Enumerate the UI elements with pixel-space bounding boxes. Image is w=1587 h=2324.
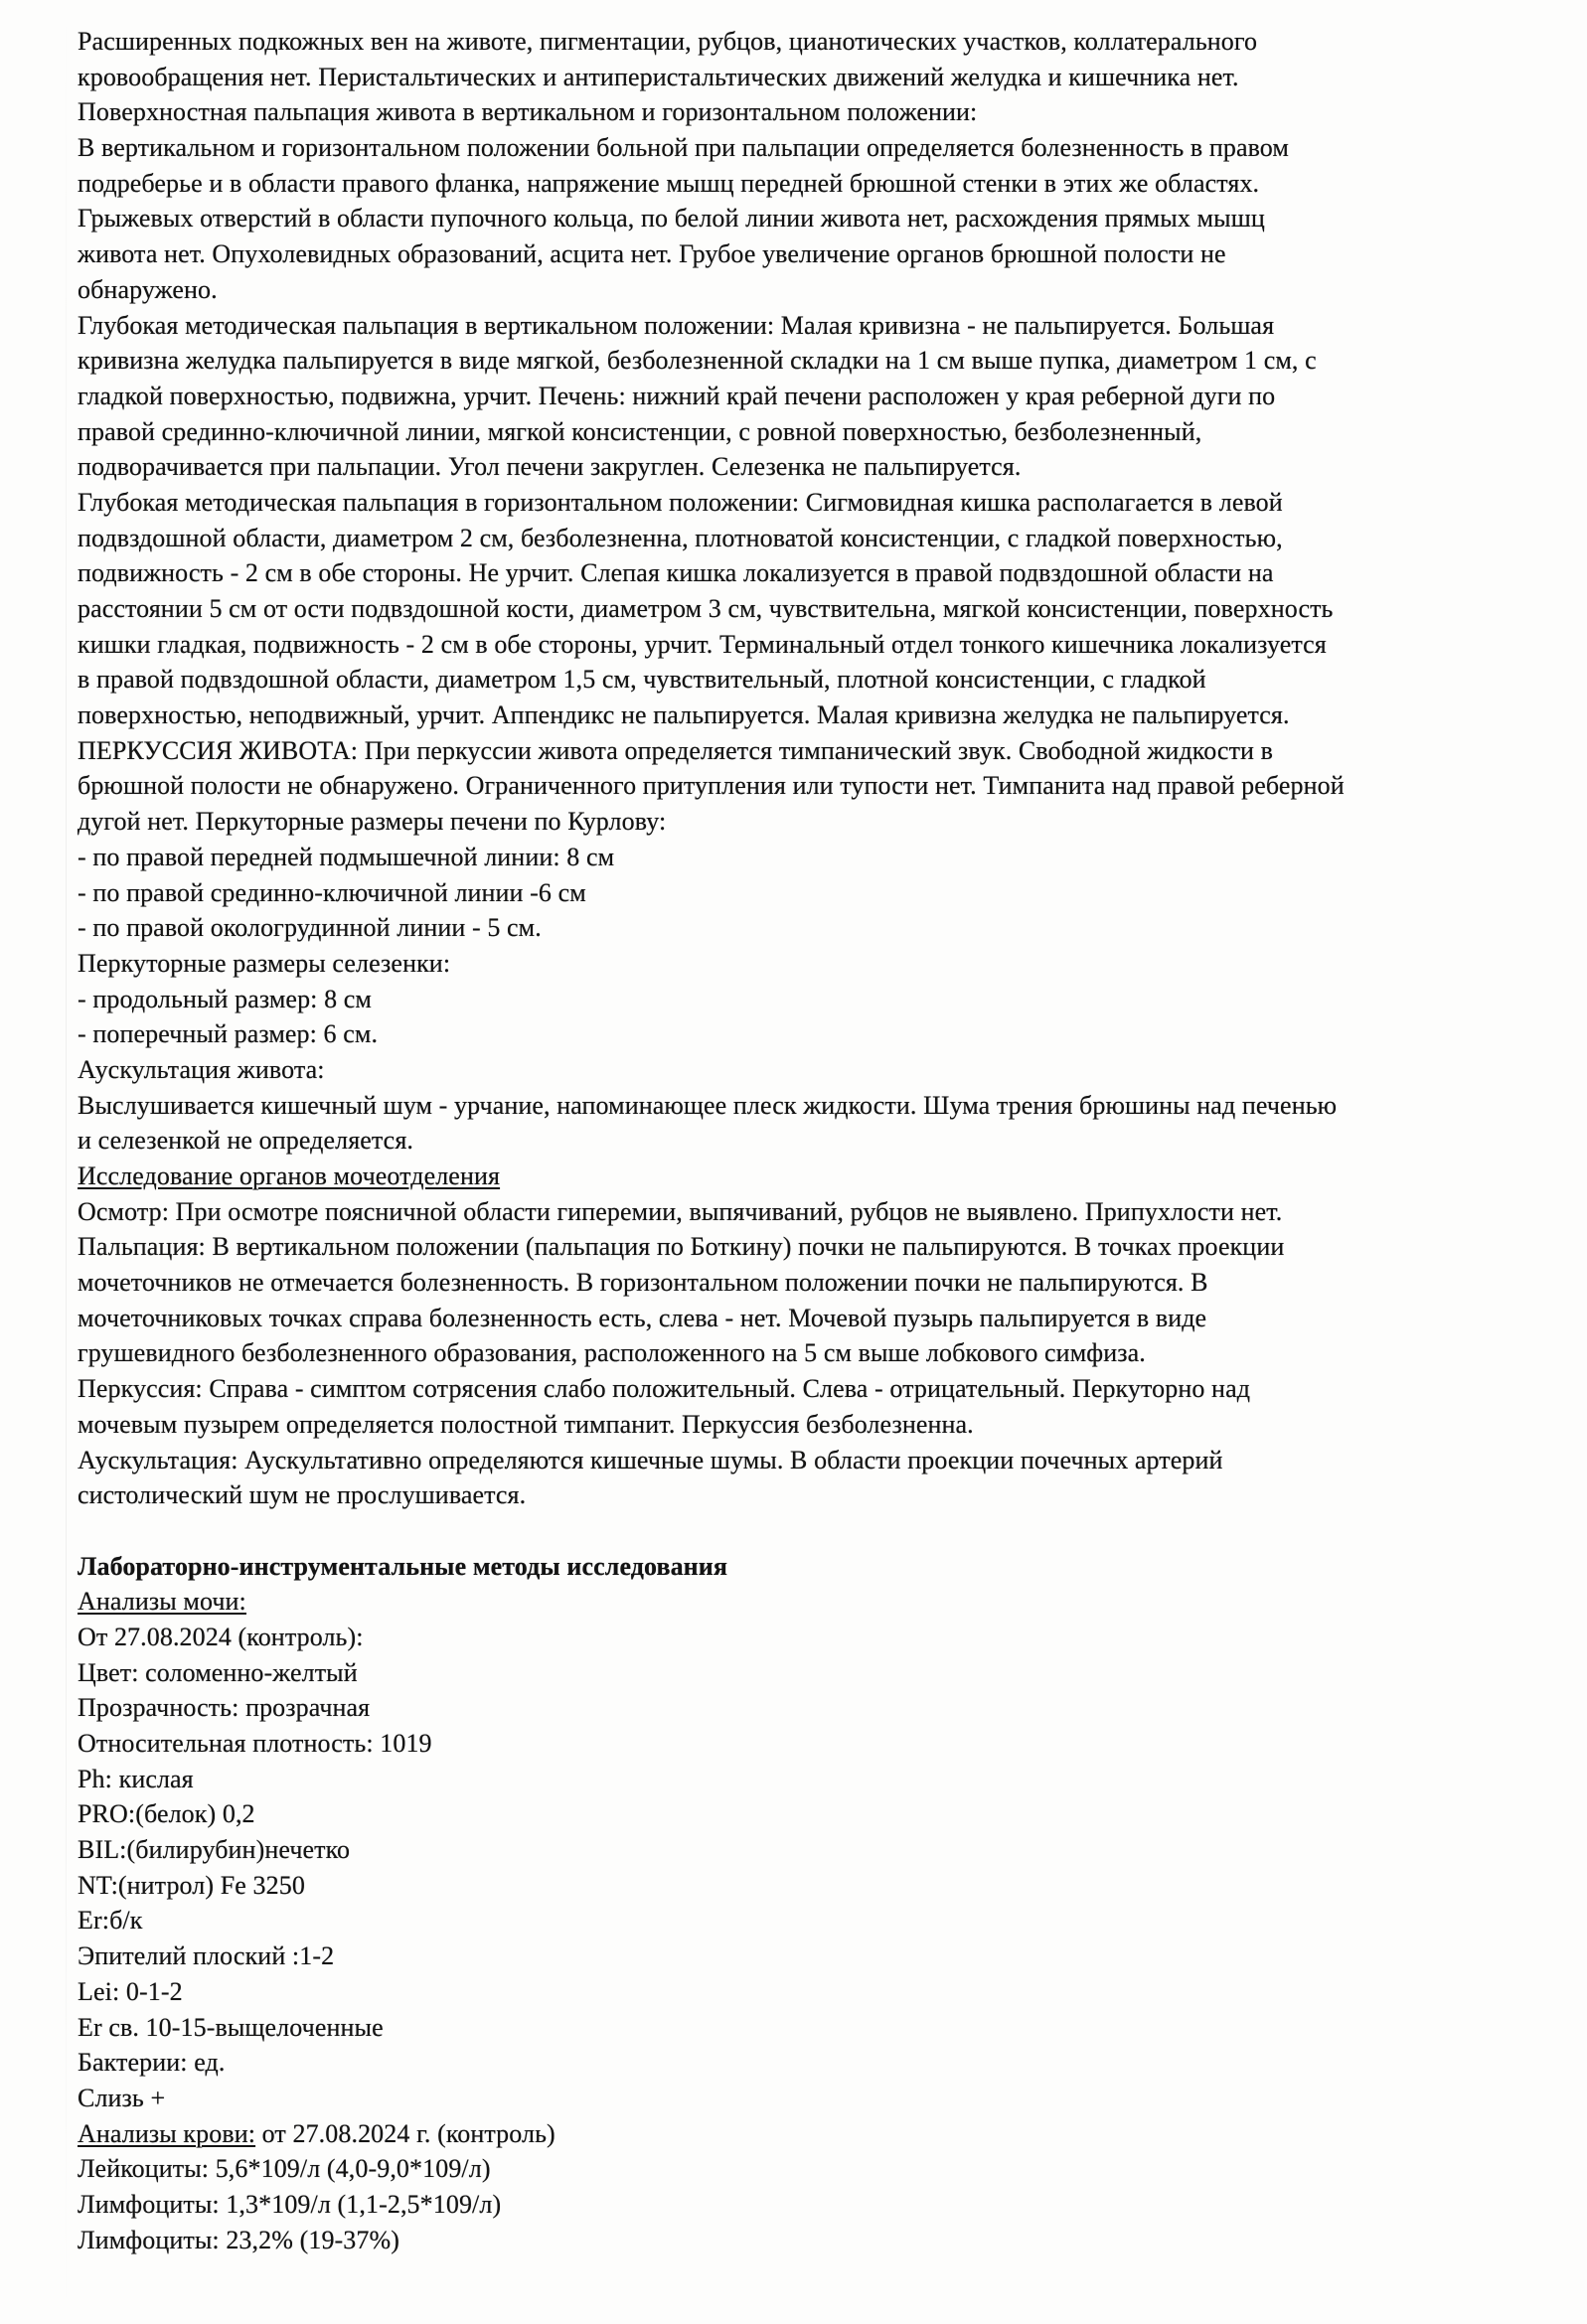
text-line — [78, 1301, 1538, 1336]
text-line — [78, 521, 1538, 556]
text-line — [78, 1690, 1538, 1726]
urinary-organs-section-heading — [78, 1159, 1538, 1194]
text-line — [78, 2045, 1538, 2081]
text-segment: Лейкоциты: 5,6*109/л (4,0-9,0*109/л) — [78, 2154, 491, 2184]
text-segment: NT:(нитрол) Fe 3250 — [78, 1870, 305, 1900]
text-segment: гладкой поверхностью, подвижна, урчит. Печень: нижний край печени расположен у края реберной дуги по — [78, 381, 1276, 410]
text-segment: систолический шум не прослушивается. — [78, 1480, 527, 1510]
text-line — [78, 1371, 1538, 1407]
text-segment: поверхностью, неподвижный, урчит. Аппендикс не пальпируется. Малая кривизна желудка не пальпируется. — [78, 700, 1290, 730]
text-segment: Глубокая методическая пальпация в вертикальном положении: Малая кривизна - не пальпируется. Большая — [78, 310, 1275, 340]
text-segment: обнаружено. — [78, 274, 218, 304]
document-content — [78, 24, 1538, 2257]
text-line — [78, 24, 1538, 60]
text-line — [78, 94, 1538, 130]
text-line — [78, 2223, 1538, 2258]
text-line — [78, 804, 1538, 840]
text-line — [78, 1229, 1538, 1265]
text-line — [78, 555, 1538, 591]
text-line — [78, 1443, 1538, 1478]
text-segment: мочеточниковых точках справа болезненность есть, слева - нет. Мочевой пузырь пальпируется в виде — [78, 1303, 1207, 1332]
text-segment: Лимфоциты: 23,2% (19-37%) — [78, 2225, 400, 2254]
physical-examination-section — [78, 24, 1538, 1513]
text-segment: Аускультация: Аускультативно определяются кишечные шумы. В области проекции почечных артерий — [78, 1445, 1223, 1474]
text-segment: Поверхностная пальпация живота в вертикальном и горизонтальном положении: — [78, 97, 978, 127]
text-line — [78, 1903, 1538, 1938]
text-line — [78, 697, 1538, 733]
text-line — [78, 1655, 1538, 1691]
text-segment: Цвет: соломенно-желтый — [78, 1657, 358, 1687]
text-line — [78, 1762, 1538, 1797]
text-segment: кишки гладкая, подвижность - 2 см в обе стороны, урчит. Терминальный отдел тонкого кишечника локализуется — [78, 629, 1327, 659]
text-segment: Er св. 10-15-выщелоченные — [78, 2012, 384, 2042]
text-segment: Исследование органов мочеотделения — [78, 1162, 501, 1190]
text-line — [78, 910, 1538, 946]
scan-edge-artifact — [66, 0, 67, 2324]
text-segment: Слизь + — [78, 2083, 166, 2112]
text-segment: - продольный размер: 8 см — [78, 984, 372, 1013]
text-line — [78, 1832, 1538, 1868]
text-line — [78, 308, 1538, 344]
text-line — [78, 201, 1538, 236]
text-segment: Эпителий плоский :1-2 — [78, 1941, 335, 1971]
text-segment: подреберье и в области правого фланка, напряжение мышц передней брюшной стенки в этих же областях. — [78, 168, 1260, 198]
text-line — [78, 1477, 1538, 1513]
text-segment: Анализы крови: — [78, 2118, 256, 2148]
text-segment: брюшной полости не обнаружено. Ограниченного притупления или тупости нет. Тимпанита над правой реберной — [78, 771, 1345, 801]
text-segment: и селезенкой не определяется. — [78, 1126, 413, 1156]
text-segment: грушевидного безболезненного образования, расположенного на 5 см выше лобкового симфиза. — [78, 1338, 1146, 1368]
text-segment: Прозрачность: прозрачная — [78, 1693, 371, 1723]
text-segment: Осмотр: При осмотре поясничной области гиперемии, выпячиваний, рубцов не выявлено. Припухлости нет. — [78, 1196, 1283, 1226]
lab-instrumental-section — [78, 1549, 1538, 2258]
text-segment: Расширенных подкожных вен на животе, пигментации, рубцов, цианотических участков, коллатерального — [78, 27, 1258, 56]
text-segment: - по правой передней подмышечной линии: 8 см — [78, 842, 615, 871]
text-line — [78, 1194, 1538, 1230]
text-segment: Глубокая методическая пальпация в горизонтальном положении: Сигмовидная кишка располагается в левой — [78, 487, 1283, 517]
text-line — [78, 1088, 1538, 1124]
text-line — [78, 2081, 1538, 2116]
text-segment: Пальпация: В вертикальном положении (пальпация по Боткину) почки не пальпируются. В точках проекции — [78, 1232, 1285, 1262]
text-line — [78, 627, 1538, 663]
text-line — [78, 1052, 1538, 1088]
text-line — [78, 840, 1538, 875]
text-line — [78, 60, 1538, 95]
text-segment: - по правой срединно-ключичной линии -6 см — [78, 877, 586, 907]
text-segment: подвздошной области, диаметром 2 см, безболезненна, плотноватой консистенции, с гладкой поверхностью, — [78, 523, 1283, 552]
text-line — [78, 236, 1538, 272]
text-line — [78, 591, 1538, 627]
text-line — [78, 414, 1538, 450]
text-line — [78, 1016, 1538, 1052]
text-line — [78, 662, 1538, 697]
text-segment: правой срединно-ключичной линии, мягкой консистенции, с ровной поверхностью, безболезненный, — [78, 416, 1202, 446]
text-segment: живота нет. Опухолевидных образований, асцита нет. Грубое увеличение органов брюшной полости не — [78, 239, 1226, 269]
text-segment: Перкуторные размеры селезенки: — [78, 948, 451, 978]
text-segment: Лабораторно-инструментальные методы исследования — [78, 1551, 728, 1581]
text-line — [78, 1335, 1538, 1371]
text-line — [78, 982, 1538, 1017]
text-line — [78, 379, 1538, 414]
text-segment: подвижность - 2 см в обе стороны. Не урчит. Слепая кишка локализуется в правой подвздошной области на — [78, 558, 1274, 588]
text-segment: дугой нет. Перкуторные размеры печени по Курлову: — [78, 807, 667, 837]
urine-tests-heading — [78, 1584, 1538, 1620]
text-segment: Относительная плотность: 1019 — [78, 1729, 432, 1758]
text-segment: ПЕРКУССИЯ ЖИВОТА: При перкуссии живота определяется тимпанический звук. Свободной жидкости в — [78, 735, 1274, 765]
text-line — [78, 2151, 1538, 2187]
text-line — [78, 875, 1538, 911]
lab-methods-section-heading — [78, 1549, 1538, 1585]
text-segment: Анализы мочи: — [78, 1587, 246, 1617]
abdominal-percussion-line — [78, 733, 1538, 769]
text-line — [78, 1265, 1538, 1301]
text-line — [78, 1726, 1538, 1762]
text-line — [78, 343, 1538, 379]
text-line — [78, 2187, 1538, 2223]
text-line — [78, 1974, 1538, 2010]
text-segment: в правой подвздошной области, диаметром 1,5 см, чувствительный, плотной консистенции, с гладкой — [78, 665, 1206, 695]
text-segment: Выслушивается кишечный шум - урчание, напоминающее плеск жидкости. Шума трения брюшины над печенью — [78, 1090, 1338, 1120]
text-line — [78, 1407, 1538, 1443]
text-line — [78, 2010, 1538, 2046]
text-segment: кривизна желудка пальпируется в виде мягкой, безболезненной складки на 1 см выше пупка, диаметром 1 см, с — [78, 346, 1317, 376]
text-segment: Er:б/к — [78, 1906, 143, 1936]
urine-test-date-line — [78, 1620, 1538, 1655]
blood-tests-heading-line — [78, 2116, 1538, 2152]
text-segment: Lei: 0-1-2 — [78, 1976, 183, 2006]
text-segment: кровообращения нет. Перистальтических и антиперистальтических движений желудка и кишечника нет. — [78, 62, 1239, 91]
text-line — [78, 272, 1538, 308]
text-line — [78, 130, 1538, 166]
text-segment: PRO:(белок) 0,2 — [78, 1799, 255, 1829]
text-segment: От 27.08.2024 (контроль): — [78, 1622, 364, 1651]
text-line — [78, 946, 1538, 982]
text-line — [78, 1868, 1538, 1904]
text-line — [78, 449, 1538, 485]
text-segment: BIL:(билирубин)нечетко — [78, 1835, 351, 1865]
text-line — [78, 1796, 1538, 1832]
text-segment: - по правой окологрудинной линии - 5 см. — [78, 913, 542, 943]
text-segment: В вертикальном и горизонтальном положении больной при пальпации определяется болезненность в правом — [78, 133, 1289, 163]
text-segment: расстоянии 5 см от ости подвздошной кости, диаметром 3 см, чувствительна, мягкой консистенции, поверхность — [78, 594, 1334, 623]
text-segment: Аускультация живота: — [78, 1054, 325, 1084]
text-line — [78, 768, 1538, 804]
text-segment: мочевым пузырем определяется полостной тимпанит. Перкуссия безболезненна. — [78, 1409, 974, 1439]
text-segment: Перкуссия: Справа - симптом сотрясения слабо положительный. Слева - отрицательный. Перкуторно над — [78, 1374, 1251, 1404]
text-segment: от 27.08.2024 г. (контроль) — [255, 2118, 555, 2148]
text-line — [78, 1938, 1538, 1974]
text-segment: Бактерии: ед. — [78, 2048, 226, 2078]
text-segment: мочеточников не отмечается болезненность. В горизонтальном положении почки не пальпируются. В — [78, 1268, 1208, 1298]
text-line — [78, 485, 1538, 521]
text-line — [78, 166, 1538, 202]
text-segment: Грыжевых отверстий в области пупочного кольца, по белой линии живота нет, расхождения прямых мышц — [78, 204, 1265, 233]
text-segment: Лимфоциты: 1,3*109/л (1,1-2,5*109/л) — [78, 2189, 502, 2219]
text-segment: Ph: кислая — [78, 1764, 194, 1793]
text-segment: - поперечный размер: 6 см. — [78, 1019, 379, 1049]
text-segment: подворачивается при пальпации. Угол печени закруглен. Селезенка не пальпируется. — [78, 452, 1022, 482]
text-line — [78, 1123, 1538, 1159]
